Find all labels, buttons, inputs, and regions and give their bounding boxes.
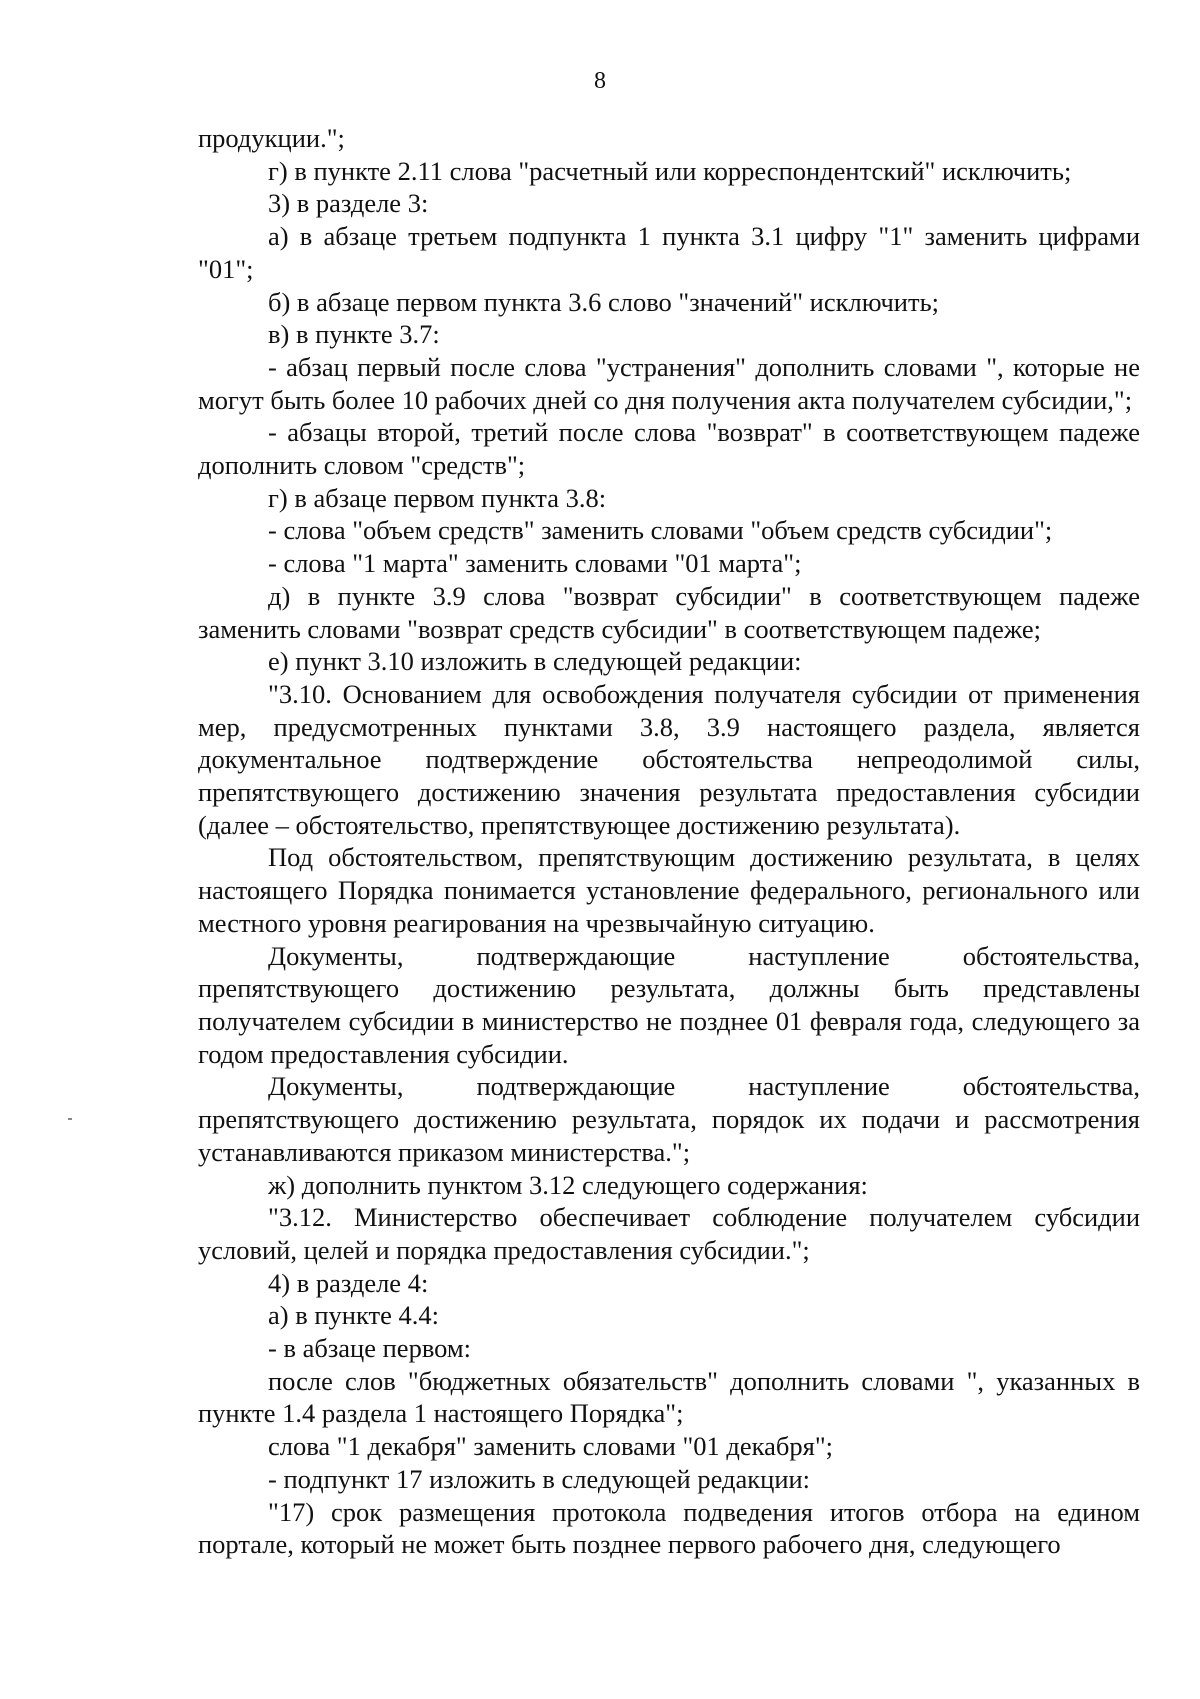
paragraph: д) в пункте 3.9 слова "возврат субсидии" в соответствующем падеже заменить словами "возврат средств субсидии" в соответствующем падеже; — [198, 580, 1140, 644]
paragraph: ж) дополнить пунктом 3.12 следующего содержания: — [268, 1169, 868, 1200]
paragraph: - в абзаце первом: — [268, 1333, 472, 1364]
scan-speck — [68, 1118, 72, 1120]
paragraph: б) в абзаце первом пункта 3.6 слово "значений" исключить; — [268, 286, 940, 317]
paragraph: "3.10. Основанием для освобождения получателя субсидии от применения мер, предусмотренных пунктами 3.8, 3.9 настоящего раздела, является документальное подтверждение обстоятельства непреодолимой силы, препятствующего достижению значения результата предоставления субсидии (далее – обстоятельство, препятствующее достижению результата). — [198, 678, 1140, 840]
paragraph: е) пункт 3.10 изложить в следующей редакции: — [268, 646, 802, 677]
paragraph: Под обстоятельством, препятствующим достижению результата, в целях настоящего Порядка понимается установление федерального, регионального или местного уровня реагирования на чрезвычайную ситуацию. — [198, 842, 1140, 938]
paragraph: г) в абзаце первом пункта 3.8: — [268, 482, 607, 513]
paragraph: после слов "бюджетных обязательств" дополнить словами ", указанных в пункте 1.4 раздела 1 настоящего Порядка"; — [198, 1365, 1140, 1429]
paragraph: - слова "объем средств" заменить словами "объем средств субсидии"; — [268, 515, 1053, 546]
paragraph: а) в абзаце третьем подпункта 1 пункта 3.1 цифру "1" заменить цифрами "01"; — [198, 221, 1140, 284]
paragraph: - абзац первый после слова "устранения" дополнить словами ", которые не могут быть более 10 рабочих дней со дня получения акта получателем субсидии,"; — [198, 351, 1140, 415]
paragraph: - абзацы второй, третий после слова "возврат" в соответствующем падеже дополнить словом "средств"; — [198, 417, 1140, 481]
paragraph: "17) срок размещения протокола подведения итогов отбора на едином портале, который не может быть позднее первого рабочего дня, следующего — [198, 1496, 1140, 1560]
paragraph: г) в пункте 2.11 слова "расчетный или корреспондентский" исключить; — [268, 155, 1072, 186]
paragraph: в) в пункте 3.7: — [268, 319, 440, 350]
paragraph: 3) в разделе 3: — [268, 188, 429, 219]
document-body — [198, 122, 1140, 1561]
paragraph: "3.12. Министерство обеспечивает соблюдение получателем субсидии условий, целей и порядка предоставления субсидии."; — [198, 1202, 1140, 1265]
paragraph: слова "1 декабря" заменить словами "01 декабря"; — [268, 1431, 834, 1462]
paragraph: Документы, подтверждающие наступление обстоятельства, препятствующего достижению результата, должны быть представлены получателем субсидии в министерство не позднее 01 февраля года, следующего за годом предоставления субсидии. — [198, 940, 1140, 1069]
paragraph: а) в пункте 4.4: — [268, 1300, 439, 1331]
paragraph: продукции."; — [198, 123, 345, 153]
paragraph: - подпункт 17 изложить в следующей редакции: — [268, 1463, 811, 1494]
paragraph: Документы, подтверждающие наступление обстоятельства, препятствующего достижению результата, порядок их подачи и рассмотрения устанавливаются приказом министерства."; — [198, 1071, 1140, 1167]
paragraph: - слова "1 марта" заменить словами "01 марта"; — [268, 548, 802, 579]
page-number: 8 — [594, 68, 606, 94]
paragraph: 4) в разделе 4: — [268, 1267, 429, 1298]
